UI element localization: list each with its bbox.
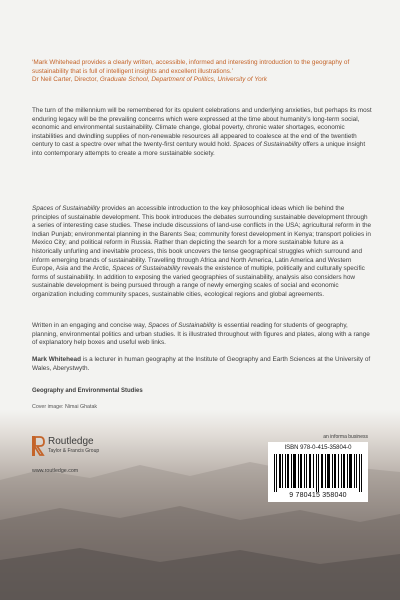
endorsement-quote (32, 59, 372, 85)
informa-tagline: an informa business (323, 434, 368, 440)
author-bio-text: is a lecturer in human geography at the Institute of Geography and Earth Sciences at the University of Wales, Aberystwyth. (32, 356, 371, 372)
paragraph-text: offers a unique insight into contemporary attempts to create a more sustainable society. (32, 141, 366, 157)
publisher-name: Routledge (48, 436, 94, 447)
attribution-name: Dr Neil Carter, Director, (32, 76, 100, 84)
isbn-text: ISBN 978-0-415-35804-0 (284, 445, 352, 451)
author-name: Mark Whitehead (32, 356, 82, 363)
attribution-role: Graduate School, Department of Politics, University of York (99, 76, 268, 84)
description-paragraph-1 (32, 107, 372, 159)
paragraph-text: reveals the existence of multiple, politically and culturally specific forms of sustainability. In addition to exposing the varied geographies of sustainability, analysis also considers how sustainable development is being pursued through a range of newly emerging scales of social and economic organization including community spaces, sustainable cities, ecological regions and global agreements. (32, 265, 365, 298)
book-title: Spaces of Sustainability (233, 141, 301, 149)
paragraph-text: Written in an engaging and concise way, (32, 322, 148, 329)
subject-category: Geography and Environmental Studies (32, 388, 143, 394)
paragraph-text: is essential reading for students of geography, planning, environmental politics and urban studies. It is illustrated throughout with figures and plates, along with a range of explanatory help boxes and useful web links. (32, 322, 370, 347)
description-paragraph-2 (32, 205, 372, 300)
barcode-digits: 9 780415 358040 (289, 492, 347, 499)
routledge-r-icon (32, 436, 45, 456)
barcode (268, 442, 368, 502)
book-title: Spaces of Sustainability (147, 322, 216, 329)
paragraph-text: provides an accessible introduction to the key philosophical ideas which lie behind the principles of sustainable development. This book introduces the debates surrounding sustainable development through a series of interesting case studies. These include discussions of land-use conflicts in the USA; agricultural reform in the Indian Punjab; environmental planning in the Barents Sea; community forest development in Kenya; transport policies in Mexico City; and political reform in Russia. Rather than depicting the search for a more sustainable future as a historically unfurling and inevitable process, this book uncovers the tense geographical struggles which surround and inform emerging brands of sustainability. Travelling through Africa and North America, Latin America and Western Europe, Asia and the Arctic, (32, 205, 372, 273)
cover-credit: Cover image: Nimai Ghatak (32, 404, 98, 410)
description-paragraph-3 (32, 322, 372, 348)
quote-text: ‘Mark Whitehead provides a clearly written, accessible, informed and interesting introduction to the geography of sustainability that is full of intelligent insights and excellent illustrations.’ (32, 59, 350, 75)
author-bio (32, 356, 372, 373)
book-title: Spaces of Sustainability (32, 205, 100, 212)
publisher-website[interactable]: www.routledge.com (32, 468, 79, 474)
quote-attribution (32, 76, 372, 85)
barcode-bars-icon (274, 454, 362, 492)
book-title: Spaces of Sustainability (112, 265, 181, 273)
publisher-group: Taylor & Francis Group (48, 448, 100, 454)
paragraph-text: The turn of the millennium will be remembered for its opulent celebrations and underlying anxieties, but perhaps its most enduring legacy will be the prevailing concerns which were expressed at the time about humanity’s long-term social, economic and environmental sustainability. Climate change, global poverty, chronic water shortages, economic instabilities and dwindling supplies of non-renewable resources all appeared to coalesce at the end of the twentieth century to cast a spectre over what the twenty-first century would hold. (32, 107, 372, 149)
